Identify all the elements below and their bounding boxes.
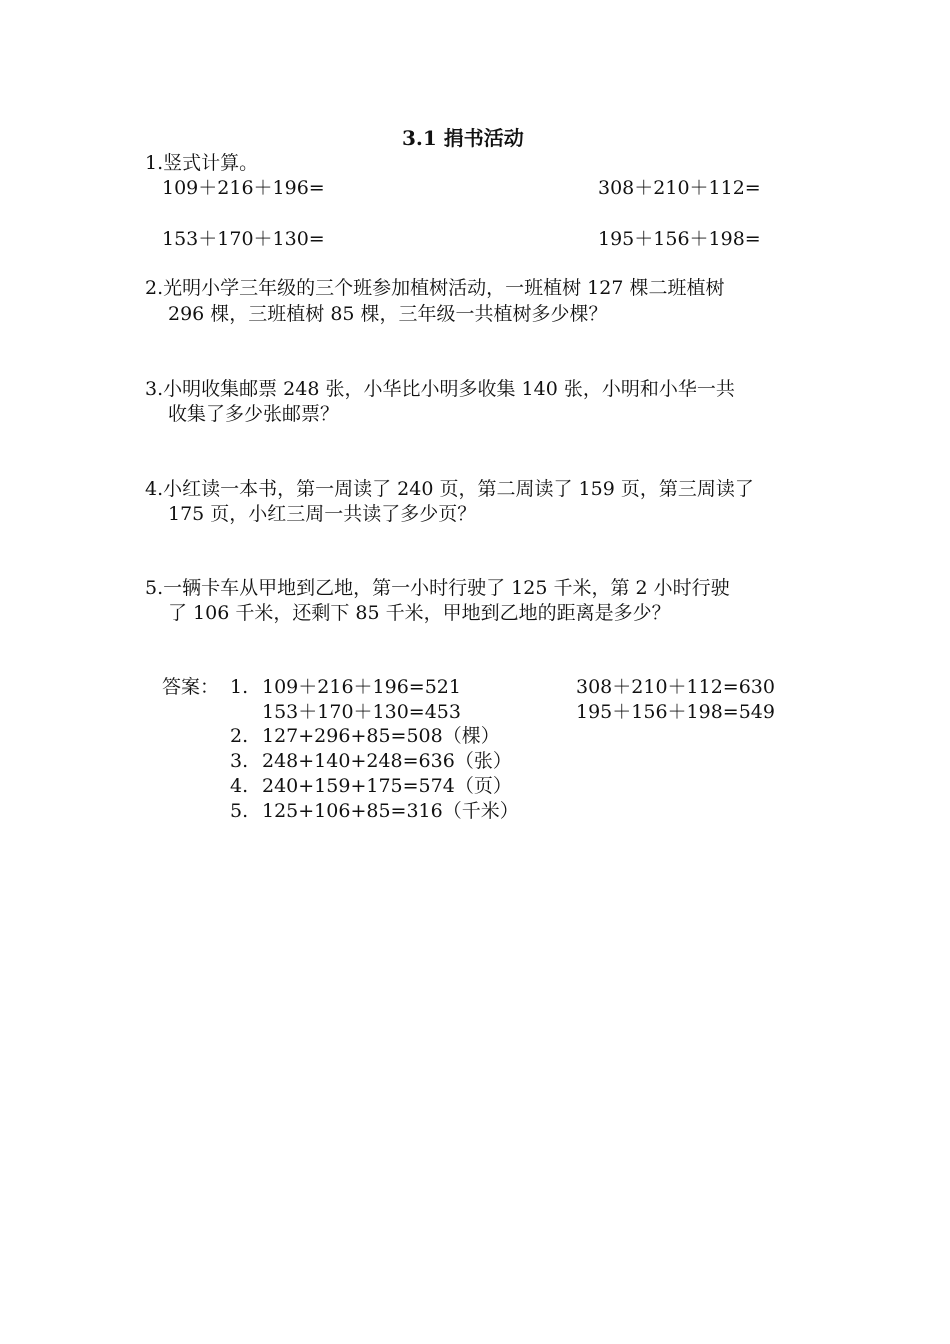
answer-4: 240+159+175=574（页） [262,775,512,797]
answer-1-item-4: 195＋156＋198=549 [576,701,775,723]
answer-2-number: 2. [230,725,249,747]
question-1-heading: 1.竖式计算。 [145,152,259,174]
answers-label: 答案： [162,676,220,698]
answer-1-item-2: 308＋210＋112=630 [576,676,775,698]
answer-1-item-3: 153＋170＋130=453 [262,701,461,723]
question-2-line-1: 2.光明小学三年级的三个班参加植树活动，一班植树 127 棵二班植树 [145,277,725,299]
question-4-line-1: 4.小红读一本书，第一周读了 240 页，第二周读了 159 页，第三周读了 [145,478,754,500]
q1-item-2: 308＋210＋112= [598,177,761,199]
question-5-line-1: 5.一辆卡车从甲地到乙地，第一小时行驶了 125 千米，第 2 小时行驶 [145,577,730,599]
q1-item-1: 109＋216＋196= [162,177,325,199]
question-3-line-2: 收集了多少张邮票？ [168,403,340,425]
answer-1-item-1: 109＋216＋196=521 [262,676,461,698]
question-5-line-2: 了 106 千米，还剩下 85 千米，甲地到乙地的距离是多少？ [168,602,671,624]
answer-3: 248+140+248=636（张） [262,750,512,772]
answer-2: 127+296+85=508（棵） [262,725,500,747]
question-2-line-2: 296 棵，三班植树 85 棵，三年级一共植树多少棵？ [168,303,608,325]
q1-item-3: 153＋170＋130= [162,228,325,250]
answer-5-number: 5. [230,800,249,822]
q1-item-4: 195＋156＋198= [598,228,761,250]
answer-1-number: 1. [230,676,249,698]
answer-5: 125+106+85=316（千米） [262,800,519,822]
question-4-line-2: 175 页，小红三周一共读了多少页？ [168,503,477,525]
answer-3-number: 3. [230,750,249,772]
question-3-line-1: 3.小明收集邮票 248 张，小华比小明多收集 140 张，小明和小华一共 [145,378,735,400]
answer-4-number: 4. [230,775,249,797]
page-title: 3.1 捐书活动 [402,126,524,150]
